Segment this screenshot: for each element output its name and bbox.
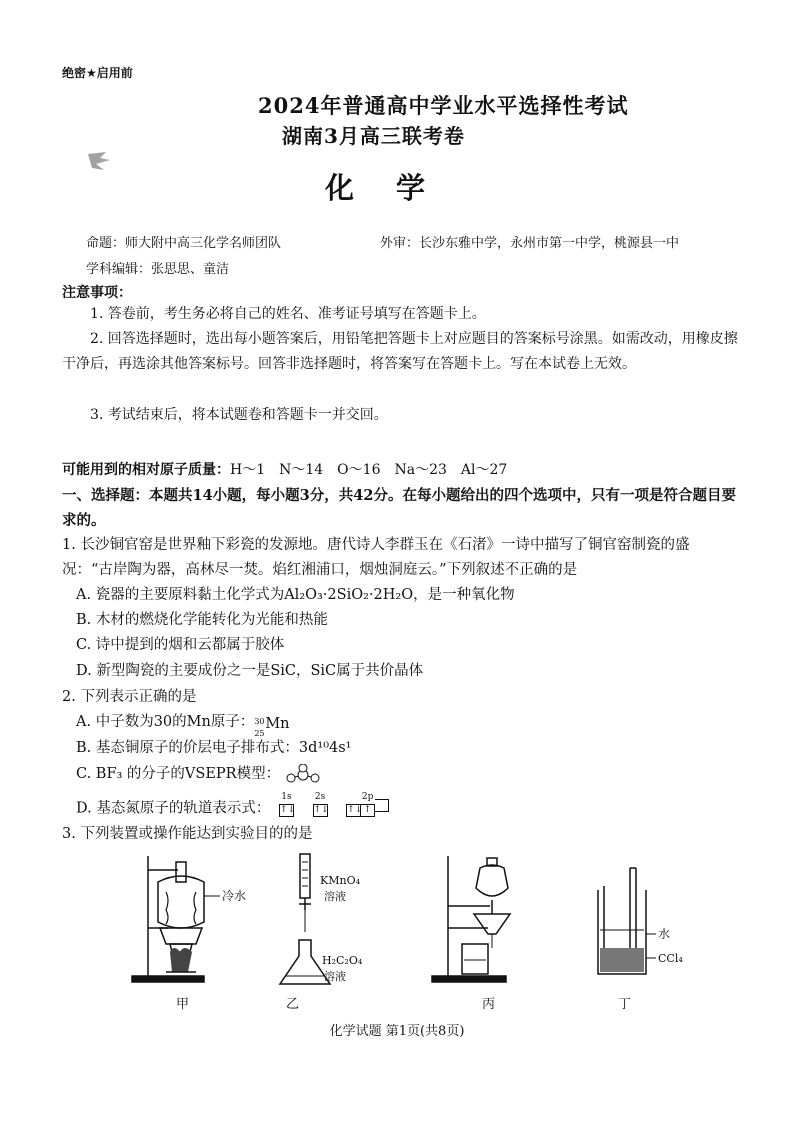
label-h2c2o4: H₂C₂O₄: [322, 954, 363, 967]
section-heading-text: 一、选择题：本题共14小题，每小题3分，共42分。在每小题给出的四个选项中，只有一项是符合题目要求的。: [62, 487, 736, 529]
authors-line: 命题：师大附中高三化学名师团队: [86, 236, 282, 251]
question-1-option-b: B. 木材的燃烧化学能转化为光能和热能: [76, 612, 328, 628]
question-2-option-d-text: D. 基态氮原子的轨道表示式：: [76, 800, 271, 817]
confidential-label: 绝密★启用前: [62, 66, 133, 80]
question-1-option-d: D. 新型陶瓷的主要成份之一是SiC，SiC属于共价晶体: [76, 663, 424, 679]
label-kmno4-solution: 溶液: [324, 890, 346, 903]
question-2-option-c: [76, 762, 321, 787]
question-1-option-c: C. 诗中提到的烟和云都属于胶体: [76, 637, 285, 653]
orbital-box: ↑↓: [347, 805, 363, 815]
editors-line: 学科编辑：张思思、童洁: [86, 262, 230, 277]
question-2-option-a-text: A. 中子数为30的Mn原子：: [76, 714, 255, 730]
question-2-option-c-text: C. BF₃ 的分子的VSEPR模型：: [76, 766, 281, 782]
atomic-masses-values: H～1 N～14 O～16 Na～23 Al～27: [230, 462, 508, 478]
atomic-masses: [62, 458, 738, 483]
nuclide-notation: [254, 712, 294, 738]
label-ccl4: CCl₄: [658, 952, 683, 965]
orbital-box: ↑: [361, 804, 375, 817]
nuclide-symbol: Mn: [265, 716, 290, 732]
apparatus-figure: [110, 848, 700, 1013]
page-footer: 化学试题 第1页(共8页): [329, 1024, 465, 1039]
orbital-box: ↑↓: [279, 805, 296, 815]
orbital-2p: [346, 792, 389, 821]
question-3-stem: 3. 下列装置或操作能达到实验目的的是: [62, 826, 313, 842]
note-item-3: 3. 考试结束后，将本试题卷和答题卡一并交回。: [90, 407, 388, 423]
subject-title: 化学: [325, 171, 468, 205]
notes-heading: 注意事项：: [62, 285, 132, 301]
question-1-option-a: A. 瓷器的主要原料黏土化学式为Al₂O₃·2SiO₂·2H₂O，是一种氧化物: [76, 587, 515, 603]
caption-bing: 丙: [482, 997, 496, 1012]
question-2-option-a: [76, 710, 294, 738]
nuclide-atomic-number: 25: [254, 729, 265, 738]
apparatus-ding: [598, 868, 656, 974]
apparatus-bing: [432, 856, 510, 982]
label-water: 水: [658, 927, 671, 941]
bf3-vsepr-model-icon: [285, 764, 321, 784]
exam-title: 2024年普通高中学业水平选择性考试: [258, 93, 629, 118]
caption-ding: 丁: [618, 997, 632, 1012]
orbital-label-2p: 2p: [361, 792, 374, 802]
orbital-2s: [313, 792, 329, 821]
nuclide-mass-number: 30: [254, 717, 265, 726]
question-2-option-b: B. 基态铜原子的价层电子排布式：3d¹⁰4s¹: [76, 740, 352, 756]
note-item-2: 2. 回答选择题时，选出每小题答案后，用铅笔把答题卡上对应题目的答案标号涂黑。如需改动，用橡皮擦干净后，再选涂其他答案标号。回答非选择题时，将答案写在答题卡上。写在本试卷上无效。: [62, 331, 738, 372]
caption-yi: 乙: [286, 997, 300, 1012]
atomic-masses-label: 可能用到的相对原子质量：: [62, 462, 230, 478]
orbital-box: ↑↓: [313, 805, 329, 815]
question-1-stem: 1. 长沙铜官窑是世界釉下彩瓷的发源地。唐代诗人李群玉在《石渚》一诗中描写了铜官窑制瓷的盛况：“古岸陶为器，高林尽一焚。焰红湘浦口，烟烛洞庭云。”下列叙述不正确的是: [62, 537, 690, 578]
scan-smudge: [86, 150, 124, 174]
orbital-label-2s: 2s: [314, 792, 326, 802]
label-kmno4: KMnO₄: [320, 874, 360, 887]
section-heading: [62, 483, 738, 533]
reviewers-line: 外审：长沙东雅中学，永州市第一中学，桃源县一中: [380, 236, 680, 251]
note-item-1: 1. 答卷前，考生务必将自己的姓名、准考证号填写在答题卡上。: [90, 306, 486, 322]
exam-subtitle: 湖南3月高三联考卷: [282, 124, 465, 148]
question-2-option-d: [76, 792, 389, 822]
label-cold-water: 冷水: [222, 889, 247, 903]
apparatus-jia: [132, 856, 220, 982]
caption-jia: 甲: [176, 997, 190, 1012]
question-2-stem: 2. 下列表示正确的是: [62, 689, 197, 705]
orbital-label-1s: 1s: [281, 792, 292, 802]
label-h2c2o4-solution: 溶液: [324, 970, 346, 983]
orbital-1s: [279, 792, 296, 821]
